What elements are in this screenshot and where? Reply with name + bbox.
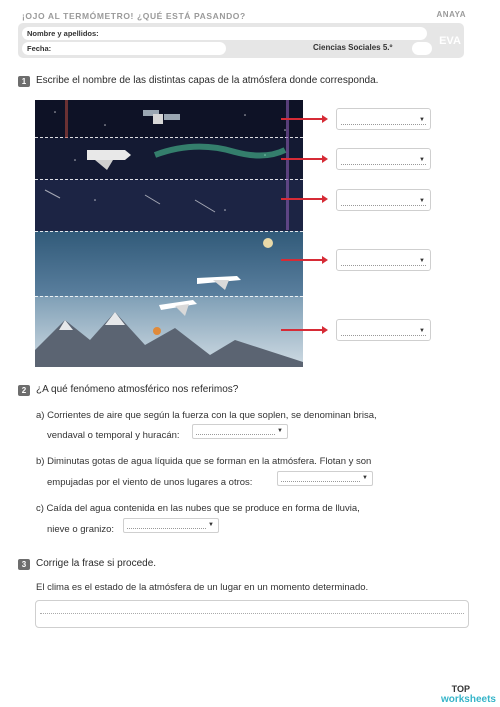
chevron-down-icon: ▼ [419, 157, 425, 163]
atmosphere-illustration [35, 100, 303, 367]
name-field[interactable]: Nombre y apellidos: [22, 27, 427, 40]
date-field[interactable]: Fecha: [22, 42, 226, 55]
meteor-icon [145, 195, 160, 204]
airplane-icon [197, 276, 241, 290]
arrow-thermosphere [281, 158, 325, 160]
chevron-down-icon: ▼ [208, 522, 214, 528]
worksheet-title: ¡OJO AL TERMÓMETRO! ¿QUÉ ESTÁ PASANDO? [22, 11, 246, 21]
meteor-icon [195, 200, 215, 212]
layer-3-dropdown[interactable] [336, 189, 431, 211]
arrow-stratosphere [281, 259, 325, 261]
q2c-line-2: nieve o granizo: [47, 524, 115, 535]
meteor-icon [45, 190, 60, 198]
footer-worksheets-logo: worksheets [440, 694, 496, 705]
q2b-line-1: b) Diminutas gotas de agua líquida que se forman en la atmósfera. Flotan y son [36, 456, 372, 467]
question-3-text: Corrige la frase si procede. [36, 558, 157, 569]
q2b-dropdown[interactable] [277, 471, 373, 486]
layer-4-dropdown[interactable] [336, 249, 431, 271]
question-3-number: 3 [18, 559, 30, 570]
footer-top-label: TOP [451, 684, 470, 694]
hot-air-balloon-icon [153, 327, 161, 335]
q2a-line-2: vendaval o temporal y huracán: [47, 430, 180, 441]
illustration-art [35, 100, 303, 367]
stars [54, 111, 286, 211]
arrow-mesosphere [281, 198, 325, 200]
mountains-icon [35, 312, 303, 367]
grade-field[interactable] [412, 42, 432, 55]
q3-answer-field[interactable] [35, 600, 469, 628]
q2a-dropdown[interactable] [192, 424, 288, 439]
layer-2-dropdown[interactable] [336, 148, 431, 170]
question-2-text: ¿A qué fenómeno atmosférico nos referimos? [36, 384, 239, 395]
q2a-line-1: a) Corrientes de aire que según la fuerza con la que soplen, se denominan brisa, [36, 410, 377, 421]
satellite-icon [143, 110, 180, 124]
aurora-icon [155, 147, 285, 156]
publisher-logo: ANAYA [436, 10, 466, 19]
chevron-down-icon: ▼ [419, 198, 425, 204]
chevron-down-icon: ▼ [362, 475, 368, 481]
question-1-text: Escribe el nombre de las distintas capas de la atmósfera donde corresponda. [36, 75, 379, 86]
eva-badge: EVA [439, 35, 461, 47]
space-shuttle-icon [87, 150, 131, 170]
q2b-line-2: empujadas por el viento de unos lugares a otros: [47, 477, 253, 488]
arrow-troposphere [281, 329, 325, 331]
subject-label: Ciencias Sociales 5.º [313, 43, 393, 52]
q2c-line-1: c) Caída del agua contenida en las nubes que se produce en forma de lluvia, [36, 503, 360, 514]
chevron-down-icon: ▼ [419, 258, 425, 264]
chevron-down-icon: ▼ [277, 428, 283, 434]
question-1-number: 1 [18, 76, 30, 87]
layer-5-dropdown[interactable] [336, 319, 431, 341]
chevron-down-icon: ▼ [419, 117, 425, 123]
thermometer-glow [65, 100, 68, 138]
airplane-icon [159, 300, 197, 316]
q2c-dropdown[interactable] [123, 518, 219, 533]
chevron-down-icon: ▼ [419, 328, 425, 334]
question-2-number: 2 [18, 385, 30, 396]
weather-balloon-icon [263, 238, 273, 248]
layer-1-dropdown[interactable] [336, 108, 431, 130]
arrow-exosphere [281, 118, 325, 120]
q3-sentence: El clima es el estado de la atmósfera de un lugar en un momento determinado. [36, 582, 369, 593]
